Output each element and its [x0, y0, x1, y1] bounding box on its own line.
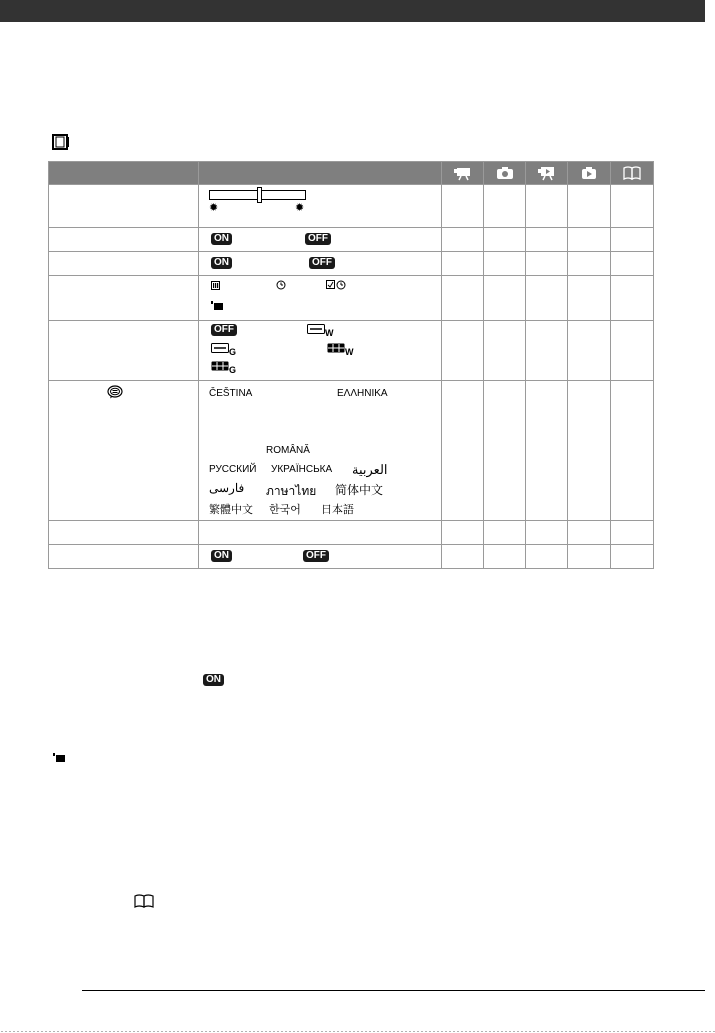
mode-cell [484, 321, 526, 381]
mode-cell [442, 381, 484, 521]
mode-cell [442, 321, 484, 381]
table-row [49, 276, 654, 321]
top-bar [0, 0, 705, 22]
memory-card-icon [53, 753, 65, 763]
setting-label [49, 381, 199, 521]
book-reference-icon [622, 165, 642, 181]
movie-play-icon [537, 165, 557, 181]
battery-icon [211, 280, 220, 290]
clock-icon [276, 280, 286, 290]
lang-arabic: العربية [352, 462, 388, 477]
mode-cell [568, 381, 611, 521]
mode-cell [611, 252, 654, 276]
brightness-slider[interactable] [209, 190, 306, 200]
battery-clock-icon [326, 280, 348, 290]
book-reference-icon [133, 894, 155, 908]
movie-record-icon [453, 165, 473, 181]
sun-dim-icon: ✹ [209, 202, 219, 214]
mode-cell [442, 252, 484, 276]
svg-text:W: W [325, 328, 334, 337]
mode-cell [568, 321, 611, 381]
mode-cell [484, 545, 526, 569]
table-header [49, 162, 654, 185]
table-row [49, 545, 654, 569]
header-mode-5 [611, 162, 654, 185]
language-bubble-icon [107, 385, 123, 399]
mode-cell [484, 228, 526, 252]
lang-ukrainian: УКРАЇНСЬКА [271, 464, 333, 475]
setting-label [49, 276, 199, 321]
lcd-panel-icon [51, 133, 71, 151]
options-cell [199, 276, 442, 321]
inline-on-badge: ON [203, 674, 224, 686]
mode-cell [568, 276, 611, 321]
options-cell [199, 321, 442, 381]
setting-label [49, 185, 199, 228]
mode-cell [568, 252, 611, 276]
mode-cell [484, 252, 526, 276]
lang-cestina: ČEŠTINA [209, 388, 253, 399]
lang-greek: ΕΛΛΗΝΙΚΑ [337, 388, 388, 399]
off-badge: OFF [305, 233, 331, 245]
memory-card-icon [211, 301, 223, 311]
footer-rule [82, 990, 705, 991]
mode-cell [568, 545, 611, 569]
setting-label [49, 252, 199, 276]
on-badge: ON [211, 233, 232, 245]
mode-cell [442, 276, 484, 321]
mode-cell [611, 228, 654, 252]
mode-cell [526, 321, 568, 381]
mode-cell [568, 521, 611, 545]
mode-cell [526, 252, 568, 276]
off-badge: OFF [303, 550, 329, 562]
header-options [199, 162, 442, 185]
header-mode-3 [526, 162, 568, 185]
header-setting [49, 162, 199, 185]
mode-cell [611, 276, 654, 321]
setting-label [49, 321, 199, 381]
lang-traditional-chinese: 繁體中文 [209, 504, 253, 516]
options-cell [199, 381, 442, 521]
mode-cell [526, 276, 568, 321]
lang-romana: ROMÂNĂ [266, 445, 310, 456]
level-marker-gray-icon [211, 343, 239, 356]
svg-text:W: W [345, 347, 354, 356]
mode-cell [526, 228, 568, 252]
settings-table [48, 161, 654, 569]
sun-bright-icon: ✹ [295, 202, 305, 214]
header-mode-4 [568, 162, 611, 185]
mode-cell [484, 185, 526, 228]
table-row [49, 521, 654, 545]
lang-simplified-chinese: 简体中文 [335, 483, 384, 497]
grid-white-icon [327, 343, 355, 356]
mode-cell [611, 185, 654, 228]
camera-icon [495, 165, 515, 181]
header-mode-1 [442, 162, 484, 185]
photo-play-icon [579, 165, 599, 181]
mode-cell [484, 521, 526, 545]
setting-label [49, 228, 199, 252]
table-row [49, 252, 654, 276]
mode-cell [526, 381, 568, 521]
table-row [49, 185, 654, 228]
mode-cell [611, 381, 654, 521]
mode-cell [526, 545, 568, 569]
header-mode-2 [484, 162, 526, 185]
mode-cell [526, 185, 568, 228]
mode-cell [442, 228, 484, 252]
mode-cell [484, 276, 526, 321]
table-row [49, 381, 654, 521]
off-badge: OFF [309, 257, 335, 269]
off-badge: OFF [211, 324, 237, 336]
options-cell [199, 545, 442, 569]
lang-thai: ภาษาไทย [266, 484, 317, 498]
slider-thumb[interactable] [257, 187, 262, 203]
options-cell [199, 521, 442, 545]
lang-japanese: 日本語 [321, 504, 354, 516]
mode-cell [484, 381, 526, 521]
level-marker-white-icon [307, 324, 335, 337]
mode-cell [526, 521, 568, 545]
lang-russian: РУССКИЙ [209, 464, 257, 475]
grid-gray-icon [211, 361, 239, 374]
options-cell [199, 228, 442, 252]
on-badge: ON [211, 257, 232, 269]
options-cell [199, 252, 442, 276]
lang-farsi: فارسی [209, 481, 245, 495]
mode-cell [442, 545, 484, 569]
lang-korean: 한국어 [269, 504, 301, 516]
mode-cell [611, 521, 654, 545]
svg-text:G: G [229, 347, 237, 356]
mode-cell [568, 185, 611, 228]
setting-label [49, 521, 199, 545]
mode-cell [568, 228, 611, 252]
mode-cell [611, 545, 654, 569]
svg-text:G: G [229, 365, 237, 374]
table-row [49, 228, 654, 252]
mode-cell [611, 321, 654, 381]
mode-cell [442, 185, 484, 228]
table-row [49, 321, 654, 381]
options-cell [199, 185, 442, 228]
mode-cell [442, 521, 484, 545]
setting-label [49, 545, 199, 569]
on-badge: ON [211, 550, 232, 562]
